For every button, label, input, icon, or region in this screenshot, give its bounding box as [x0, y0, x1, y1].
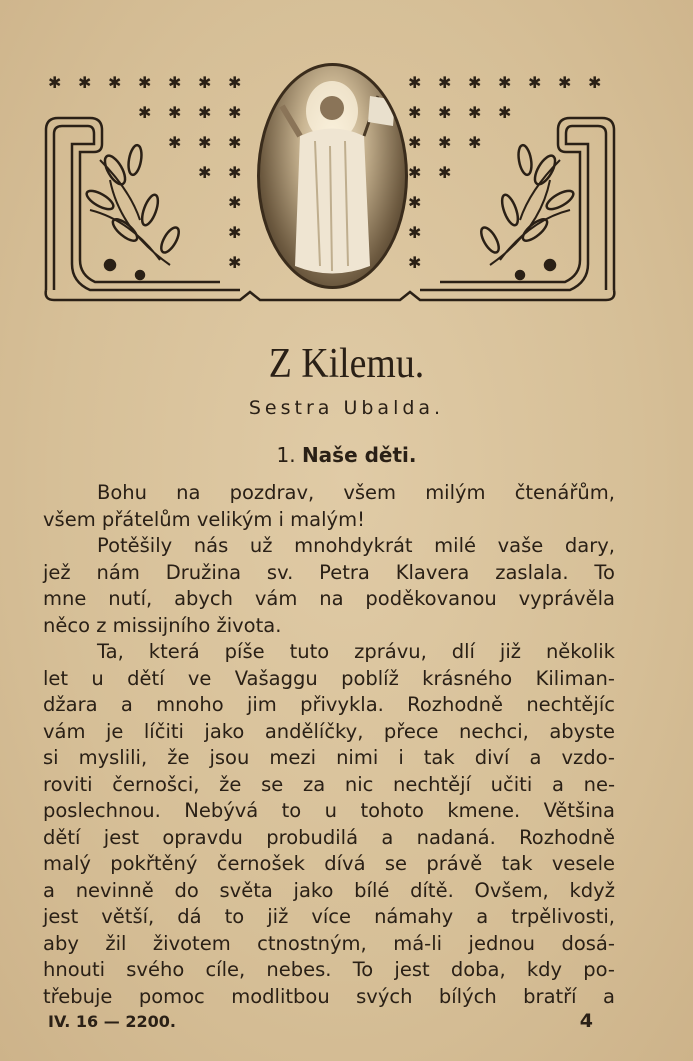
word: vám	[43, 719, 86, 743]
word: jednou	[468, 931, 535, 955]
word: si	[43, 746, 59, 769]
svg-text:✱: ✱	[138, 103, 152, 122]
word: Ta,	[97, 640, 124, 663]
svg-text:✱: ✱	[408, 193, 422, 212]
word: mne	[43, 587, 87, 610]
word: Rozhodně	[519, 825, 615, 849]
word: na	[176, 481, 201, 504]
article-author: Sestra Ubalda.	[248, 397, 445, 419]
word: dítě.	[410, 878, 454, 902]
svg-text:✱: ✱	[198, 163, 212, 182]
word: jim	[246, 693, 277, 716]
word: pokřtěný	[110, 852, 198, 875]
word: více	[311, 905, 352, 928]
word: a	[603, 984, 615, 1008]
text-line	[43, 745, 615, 772]
text-line	[43, 904, 615, 931]
word: nadaná.	[416, 825, 496, 849]
text-line	[43, 480, 615, 507]
word: zprávu,	[354, 640, 427, 663]
svg-text:✱: ✱	[468, 73, 482, 92]
word: vaše	[497, 534, 544, 557]
svg-text:✱: ✱	[228, 73, 242, 92]
word: roviti	[43, 772, 93, 796]
svg-text:✱: ✱	[198, 133, 212, 152]
word: probudilá	[266, 825, 359, 849]
text-line	[43, 851, 615, 878]
word: kmene.	[447, 799, 521, 822]
word: bílé	[354, 878, 390, 902]
word: vzdo-	[561, 746, 615, 769]
svg-text:✱: ✱	[168, 73, 182, 92]
word: na	[319, 587, 344, 610]
word: Vašaggu	[234, 666, 318, 690]
word: diví	[474, 746, 510, 769]
word: i	[398, 746, 404, 769]
word: už	[249, 534, 273, 557]
word: jest	[103, 825, 140, 849]
word: dívá	[324, 852, 366, 875]
svg-text:✱: ✱	[408, 253, 422, 272]
word: a	[551, 772, 564, 796]
word: a	[43, 878, 55, 902]
christ-figure-icon	[260, 66, 405, 286]
word: tak	[501, 852, 533, 875]
word: přivykla.	[300, 693, 384, 716]
text-line	[43, 931, 615, 958]
word: Kiliman-	[535, 666, 615, 690]
body-text	[43, 480, 615, 1010]
text-line: něco z missijního života.	[43, 613, 282, 637]
text-line	[43, 957, 615, 984]
word: nechtějí	[393, 772, 471, 796]
word: nic	[344, 772, 374, 796]
word: se	[261, 772, 284, 796]
svg-text:✱: ✱	[408, 73, 422, 92]
word: že	[167, 746, 190, 769]
word: to	[281, 799, 302, 822]
word: a	[381, 825, 394, 849]
word: a	[529, 746, 542, 769]
word: několik	[545, 640, 615, 663]
svg-text:✱: ✱	[78, 73, 92, 92]
word: dlí	[451, 640, 475, 663]
svg-text:✱: ✱	[498, 73, 512, 92]
svg-text:✱: ✱	[228, 163, 242, 182]
word: všem	[343, 481, 397, 504]
svg-text:✱: ✱	[438, 133, 452, 152]
word: Potěšily	[97, 534, 173, 557]
word: která	[148, 640, 200, 663]
text-line	[43, 984, 615, 1011]
word: svých	[356, 984, 413, 1008]
word: poblíž	[341, 666, 399, 690]
svg-text:✱: ✱	[588, 73, 602, 92]
word: u	[91, 666, 104, 690]
svg-text:✱: ✱	[138, 73, 152, 92]
word: doba,	[450, 958, 506, 981]
word: andělíčky,	[264, 719, 364, 743]
word: píše	[224, 640, 265, 663]
svg-text:✱: ✱	[408, 163, 422, 182]
word: Družina	[165, 560, 242, 584]
word: tohoto	[360, 799, 424, 822]
text-line	[43, 719, 615, 746]
word: jest	[43, 905, 79, 928]
printer-signature: IV. 16 — 2200.	[48, 1012, 176, 1031]
word: bratří	[523, 984, 577, 1008]
word: bílých	[438, 984, 497, 1008]
word: mezi	[269, 746, 317, 769]
word: nebes.	[266, 958, 332, 981]
word: tak	[423, 746, 455, 769]
word: milým	[425, 481, 486, 504]
text-line	[43, 772, 615, 799]
christ-medallion-image	[257, 63, 408, 289]
word: nutí,	[108, 587, 153, 610]
word: trpělivosti,	[511, 905, 615, 928]
word: vám	[254, 587, 298, 610]
svg-text:✱: ✱	[558, 73, 572, 92]
word: krásného	[422, 666, 513, 690]
word: nás	[193, 534, 229, 557]
word: je	[105, 719, 124, 743]
word: již	[499, 640, 521, 663]
text-line	[43, 533, 615, 560]
word: již	[267, 905, 289, 928]
text-line	[43, 798, 615, 825]
word: nechci,	[459, 719, 529, 743]
svg-text:✱: ✱	[408, 223, 422, 242]
text-line	[43, 825, 615, 852]
word: jsou	[209, 746, 250, 769]
word: mnohdykrát	[294, 534, 413, 557]
svg-text:✱: ✱	[408, 103, 422, 122]
word: dětí	[127, 666, 165, 690]
word: to	[224, 905, 245, 928]
svg-text:✱: ✱	[48, 73, 62, 92]
word: větší,	[101, 905, 155, 928]
word: námahy	[374, 905, 454, 928]
word: právě	[426, 852, 483, 875]
word: myslili,	[78, 746, 148, 769]
word: nám	[96, 560, 140, 584]
word: se	[384, 852, 408, 875]
word: abyste	[549, 719, 615, 743]
word: let	[43, 666, 69, 690]
word: po-	[583, 958, 615, 981]
svg-text:✱: ✱	[228, 253, 242, 272]
word: cíle,	[205, 958, 246, 981]
word: za	[302, 772, 326, 796]
section-number: 1.	[276, 443, 296, 467]
word: Ovšem,	[474, 878, 549, 902]
word: poslechnou.	[43, 799, 161, 822]
word: milé	[434, 534, 476, 557]
word: Petra	[319, 560, 370, 584]
word: u	[324, 799, 338, 822]
svg-text:✱: ✱	[438, 103, 452, 122]
word: světa	[219, 878, 273, 902]
word: Klavera	[395, 560, 470, 584]
word: černošek	[216, 852, 305, 875]
word: nevinně	[75, 878, 154, 902]
word: mnoho	[156, 693, 224, 716]
word: pozdrav,	[229, 481, 315, 504]
svg-text:✱: ✱	[438, 163, 452, 182]
word: aby	[43, 931, 79, 955]
svg-text:✱: ✱	[528, 73, 542, 92]
word: životem	[152, 931, 231, 955]
word: opravdu	[162, 825, 243, 849]
svg-text:✱: ✱	[198, 103, 212, 122]
word: když	[569, 878, 615, 902]
svg-text:✱: ✱	[228, 223, 242, 242]
text-line	[43, 560, 615, 587]
word: kdy	[526, 958, 563, 981]
word: Nebývá	[184, 799, 259, 822]
word: přece	[383, 719, 439, 743]
svg-text:✱: ✱	[198, 73, 212, 92]
word: má-li	[393, 931, 443, 955]
word: sv.	[266, 560, 294, 584]
svg-text:✱: ✱	[108, 73, 122, 92]
word: ve	[187, 666, 212, 690]
article-title: Z Kilemu.	[268, 341, 425, 387]
text-line: všem přátelům velikým i malým!	[43, 507, 365, 531]
word: To	[352, 958, 374, 981]
word: černošci,	[112, 772, 200, 796]
word: nimi	[336, 746, 379, 769]
svg-text:✱: ✱	[438, 73, 452, 92]
word: tuto	[289, 640, 330, 663]
word: učiti	[490, 772, 533, 796]
word: abych	[174, 587, 234, 610]
word: dá	[177, 905, 202, 928]
word: jež	[43, 560, 71, 584]
word: že	[219, 772, 242, 796]
word: malý	[43, 852, 91, 875]
word: jako	[293, 878, 334, 902]
word: žil	[105, 931, 127, 955]
svg-text:✱: ✱	[228, 133, 242, 152]
word: To	[594, 560, 615, 584]
text-line	[43, 878, 615, 905]
section-heading	[0, 443, 693, 467]
svg-text:✱: ✱	[468, 133, 482, 152]
svg-text:✱: ✱	[168, 103, 182, 122]
word: vyprávěla	[518, 587, 615, 610]
text-line	[43, 666, 615, 693]
word: Rozhodně	[407, 693, 504, 716]
word: zaslala.	[495, 560, 569, 584]
svg-text:✱: ✱	[408, 133, 422, 152]
svg-text:✱: ✱	[228, 103, 242, 122]
word: svého	[126, 958, 185, 981]
word: hnouti	[43, 958, 106, 981]
text-line	[43, 692, 615, 719]
section-title: Naše děti.	[301, 443, 417, 467]
word: modlitbou	[231, 984, 330, 1008]
word: třebuje	[43, 984, 113, 1008]
word: a	[120, 693, 133, 716]
word: poděkovanou	[365, 587, 497, 610]
word: dary,	[564, 534, 615, 557]
word: pomoc	[138, 984, 205, 1008]
word: dětí	[43, 825, 81, 849]
word: a	[476, 905, 489, 928]
word: líčiti	[143, 719, 184, 743]
word: ne-	[583, 772, 615, 796]
svg-text:✱: ✱	[168, 133, 182, 152]
word: džara	[43, 693, 98, 716]
word: ctnostným,	[257, 931, 367, 955]
svg-text:✱: ✱	[498, 103, 512, 122]
svg-text:✱: ✱	[468, 103, 482, 122]
svg-text:✱: ✱	[228, 193, 242, 212]
text-line	[43, 639, 615, 666]
star-field-right	[408, 73, 601, 272]
word: Bohu	[97, 481, 148, 504]
word: vesele	[551, 852, 615, 875]
word: nechtějíc	[526, 693, 615, 716]
word: čtenářům,	[514, 481, 615, 504]
word: Většina	[543, 799, 615, 822]
page-number: 4	[579, 1010, 593, 1032]
word: jako	[204, 719, 245, 743]
word: do	[174, 878, 199, 902]
word: jest	[394, 958, 430, 981]
text-line	[43, 586, 615, 613]
word: dosá-	[561, 931, 615, 955]
